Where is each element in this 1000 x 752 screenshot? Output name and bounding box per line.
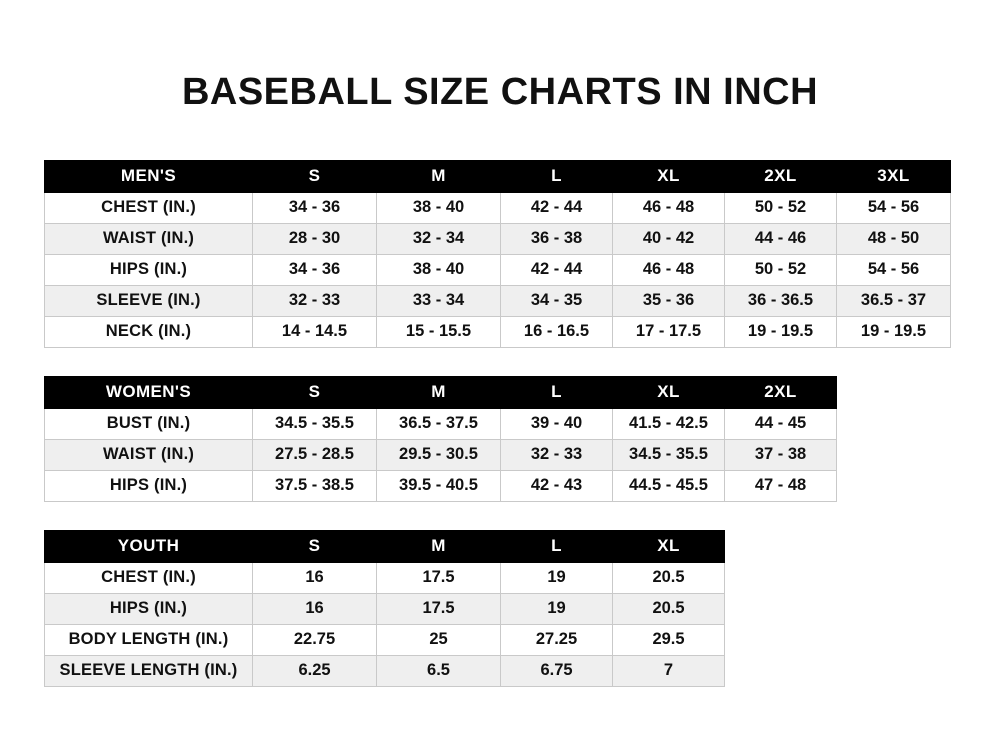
table-row <box>45 562 725 593</box>
row-label: HIPS (IN.) <box>45 593 253 624</box>
table-row <box>45 655 725 686</box>
row-label: BODY LENGTH (IN.) <box>45 624 253 655</box>
table-cell: 16 <box>253 593 377 624</box>
column-header: S <box>253 376 377 408</box>
row-label: WAIST (IN.) <box>45 439 253 470</box>
table-cell: 17.5 <box>377 562 501 593</box>
column-header: MEN'S <box>45 160 253 192</box>
column-header: XL <box>613 160 725 192</box>
size-chart-tables <box>0 160 1000 687</box>
table-cell: 25 <box>377 624 501 655</box>
mens-size-table <box>44 160 951 348</box>
table-cell: 47 - 48 <box>725 470 837 501</box>
table-cell: 36.5 - 37.5 <box>377 408 501 439</box>
table-row <box>45 470 837 501</box>
table-cell: 46 - 48 <box>613 254 725 285</box>
table-cell: 32 - 34 <box>377 223 501 254</box>
table-cell: 38 - 40 <box>377 192 501 223</box>
table-header-row <box>45 160 951 192</box>
column-header: M <box>377 376 501 408</box>
table-cell: 16 <box>253 562 377 593</box>
table-cell: 32 - 33 <box>501 439 613 470</box>
table-cell: 46 - 48 <box>613 192 725 223</box>
row-label: SLEEVE (IN.) <box>45 285 253 316</box>
column-header: S <box>253 530 377 562</box>
row-label: BUST (IN.) <box>45 408 253 439</box>
table-cell: 34.5 - 35.5 <box>613 439 725 470</box>
table-spacer <box>0 348 1000 376</box>
table-cell: 17 - 17.5 <box>613 316 725 347</box>
table-cell: 34 - 36 <box>253 192 377 223</box>
table-cell: 40 - 42 <box>613 223 725 254</box>
table-cell: 32 - 33 <box>253 285 377 316</box>
table-row <box>45 192 951 223</box>
row-label: NECK (IN.) <box>45 316 253 347</box>
table-cell: 36 - 38 <box>501 223 613 254</box>
column-header: 3XL <box>837 160 951 192</box>
table-cell: 44 - 46 <box>725 223 837 254</box>
table-cell: 42 - 44 <box>501 254 613 285</box>
table-cell: 29.5 <box>613 624 725 655</box>
table-cell: 44.5 - 45.5 <box>613 470 725 501</box>
row-label: WAIST (IN.) <box>45 223 253 254</box>
table-cell: 54 - 56 <box>837 254 951 285</box>
table-cell: 27.5 - 28.5 <box>253 439 377 470</box>
table-row <box>45 254 951 285</box>
table-cell: 20.5 <box>613 593 725 624</box>
table-cell: 50 - 52 <box>725 192 837 223</box>
table-cell: 33 - 34 <box>377 285 501 316</box>
table-cell: 39 - 40 <box>501 408 613 439</box>
table-cell: 39.5 - 40.5 <box>377 470 501 501</box>
table-cell: 7 <box>613 655 725 686</box>
column-header: XL <box>613 376 725 408</box>
table-cell: 19 <box>501 593 613 624</box>
table-cell: 17.5 <box>377 593 501 624</box>
table-cell: 50 - 52 <box>725 254 837 285</box>
row-label: CHEST (IN.) <box>45 192 253 223</box>
column-header: 2XL <box>725 376 837 408</box>
table-cell: 6.75 <box>501 655 613 686</box>
table-cell: 42 - 44 <box>501 192 613 223</box>
table-cell: 41.5 - 42.5 <box>613 408 725 439</box>
column-header: M <box>377 530 501 562</box>
table-cell: 48 - 50 <box>837 223 951 254</box>
table-row <box>45 316 951 347</box>
table-cell: 19 <box>501 562 613 593</box>
table-header-row <box>45 376 837 408</box>
table-cell: 29.5 - 30.5 <box>377 439 501 470</box>
table-cell: 6.5 <box>377 655 501 686</box>
table-cell: 35 - 36 <box>613 285 725 316</box>
table-cell: 36 - 36.5 <box>725 285 837 316</box>
table-cell: 22.75 <box>253 624 377 655</box>
column-header: WOMEN'S <box>45 376 253 408</box>
table-cell: 38 - 40 <box>377 254 501 285</box>
table-row <box>45 223 951 254</box>
table-row <box>45 593 725 624</box>
table-cell: 42 - 43 <box>501 470 613 501</box>
row-label: HIPS (IN.) <box>45 470 253 501</box>
row-label: CHEST (IN.) <box>45 562 253 593</box>
row-label: SLEEVE LENGTH (IN.) <box>45 655 253 686</box>
column-header: L <box>501 376 613 408</box>
column-header: XL <box>613 530 725 562</box>
table-cell: 34 - 35 <box>501 285 613 316</box>
table-cell: 34.5 - 35.5 <box>253 408 377 439</box>
page-title: BASEBALL SIZE CHARTS IN INCH <box>181 71 819 113</box>
table-cell: 28 - 30 <box>253 223 377 254</box>
table-row <box>45 624 725 655</box>
table-cell: 54 - 56 <box>837 192 951 223</box>
table-cell: 14 - 14.5 <box>253 316 377 347</box>
table-row <box>45 408 837 439</box>
table-cell: 27.25 <box>501 624 613 655</box>
column-header: S <box>253 160 377 192</box>
table-cell: 37 - 38 <box>725 439 837 470</box>
table-cell: 19 - 19.5 <box>725 316 837 347</box>
table-header-row <box>45 530 725 562</box>
column-header: 2XL <box>725 160 837 192</box>
table-cell: 34 - 36 <box>253 254 377 285</box>
row-label: HIPS (IN.) <box>45 254 253 285</box>
column-header: YOUTH <box>45 530 253 562</box>
table-cell: 16 - 16.5 <box>501 316 613 347</box>
table-cell: 36.5 - 37 <box>837 285 951 316</box>
table-cell: 15 - 15.5 <box>377 316 501 347</box>
table-cell: 44 - 45 <box>725 408 837 439</box>
table-spacer <box>0 502 1000 530</box>
column-header: L <box>501 160 613 192</box>
table-row <box>45 285 951 316</box>
womens-size-table <box>44 376 837 502</box>
column-header: M <box>377 160 501 192</box>
table-row <box>45 439 837 470</box>
table-cell: 6.25 <box>253 655 377 686</box>
table-cell: 37.5 - 38.5 <box>253 470 377 501</box>
table-cell: 19 - 19.5 <box>837 316 951 347</box>
table-cell: 20.5 <box>613 562 725 593</box>
column-header: L <box>501 530 613 562</box>
youth-size-table <box>44 530 725 687</box>
